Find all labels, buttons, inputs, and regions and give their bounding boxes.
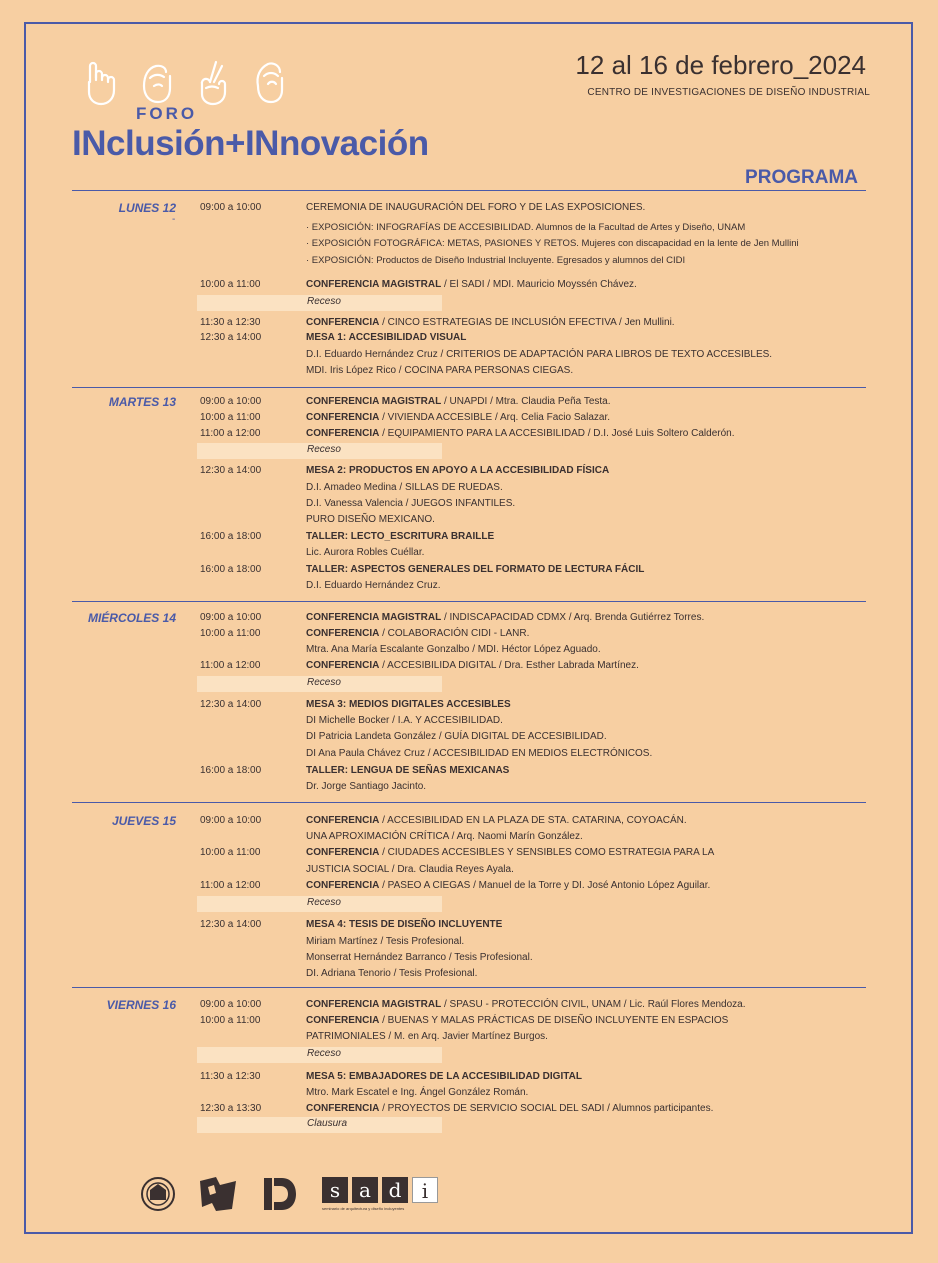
row-text	[306, 364, 573, 378]
forum-label: FORO	[136, 104, 198, 123]
recess-bar	[197, 896, 442, 912]
row-type: TALLER: LENGUA DE SEÑAS MEXICANAS	[306, 765, 510, 776]
row-detail: MDI. Iris López Rico / COCINA PARA PERSONAS CIEGAS.	[306, 365, 574, 376]
hand-sign-icon	[136, 56, 176, 108]
row-time: 10:00 a 11:00	[200, 412, 261, 423]
day-name: LUNES 12	[118, 201, 176, 215]
row-text	[306, 780, 426, 794]
row-text	[306, 278, 637, 292]
recess-bar	[197, 1047, 442, 1063]
row-type: CONFERENCIA	[306, 815, 380, 826]
sadi-letter: i	[412, 1177, 438, 1203]
row-detail: DI. Adriana Tenorio / Tesis Profesional.	[306, 968, 478, 979]
row-detail: / BUENAS Y MALAS PRÁCTICAS DE DISEÑO INCLUYENTE EN ESPACIOS	[379, 1015, 729, 1026]
day-section	[72, 388, 866, 602]
row-text	[306, 411, 610, 425]
hand-sign-icon	[248, 56, 288, 108]
sign-language-hands	[80, 56, 288, 108]
day-section	[72, 190, 866, 388]
row-text	[306, 201, 645, 215]
row-text	[306, 611, 704, 625]
row-text	[306, 918, 502, 932]
row-text	[306, 464, 609, 478]
day-section	[72, 602, 866, 803]
row-time: 10:00 a 11:00	[200, 1015, 261, 1026]
row-time: 12:30 a 14:00	[200, 465, 262, 476]
row-time: 16:00 a 18:00	[200, 564, 262, 575]
row-detail: DI Ana Paula Chávez Cruz / ACCESIBILIDAD EN MEDIOS ELECTRÓNICOS.	[306, 748, 653, 759]
row-detail: · EXPOSICIÓN: Productos de Diseño Industrial Incluyente. Egresados y alumnos del CIDI	[306, 255, 686, 266]
sadi-letter: s	[322, 1177, 348, 1203]
sponsor-logos	[140, 1173, 438, 1215]
row-detail: / VIVIENDA ACCESIBLE / Arq. Celia Facio Salazar.	[379, 412, 610, 423]
row-type: TALLER: LECTO_ESCRITURA BRAILLE	[306, 531, 495, 542]
row-detail: / PASEO A CIEGAS / Manuel de la Torre y DI. José Antonio López Aguilar.	[379, 880, 711, 891]
row-text	[306, 935, 464, 949]
row-type: MESA 5: EMBAJADORES DE LA ACCESIBILIDAD DIGITAL	[306, 1071, 582, 1082]
row-text	[306, 698, 511, 712]
row-time: 09:00 a 10:00	[200, 612, 262, 623]
day-name: MARTES 13	[108, 395, 176, 409]
row-time: 09:00 a 10:00	[200, 815, 262, 826]
row-detail: · EXPOSICIÓN FOTOGRÁFICA: METAS, PASIONES Y RETOS. Mujeres con discapacidad en la lente de Jen Mullini	[306, 238, 799, 249]
row-text	[306, 1070, 582, 1084]
row-text	[306, 530, 494, 544]
row-detail: · EXPOSICIÓN: INFOGRAFÍAS DE ACCESIBILIDAD. Alumnos de la Facultad de Artes y Diseño, UNAM	[306, 222, 746, 233]
programa-heading: PROGRAMA	[745, 167, 858, 188]
row-type: MESA 2: PRODUCTOS EN APOYO A LA ACCESIBILIDAD FÍSICA	[306, 465, 610, 476]
day-name: JUEVES 15	[111, 814, 176, 828]
row-detail: Dr. Jorge Santiago Jacinto.	[306, 781, 427, 792]
row-detail: Lic. Aurora Robles Cuéllar.	[306, 547, 425, 558]
row-detail: / ACCESIBILIDAD EN LA PLAZA DE STA. CATARINA, COYOACÁN.	[379, 815, 687, 826]
row-text	[306, 1102, 713, 1116]
row-text	[306, 348, 772, 362]
row-time: 16:00 a 18:00	[200, 531, 262, 542]
row-detail: / SPASU - PROTECCIÓN CIVIL, UNAM / Lic. Raúl Flores Mendoza.	[441, 999, 746, 1010]
row-type: CONFERENCIA	[306, 880, 380, 891]
row-text	[306, 481, 503, 495]
unam-seal-icon	[140, 1174, 176, 1214]
row-text	[306, 814, 687, 828]
row-time: 10:00 a 11:00	[200, 847, 261, 858]
row-type: CONFERENCIA MAGISTRAL	[306, 612, 442, 623]
recess-label: Receso	[307, 296, 341, 307]
event-dates: 12 al 16 de febrero_2024	[575, 50, 866, 80]
day-dash: -	[172, 214, 176, 225]
recess-bar	[197, 676, 442, 692]
row-text	[306, 951, 533, 965]
day-section	[72, 803, 866, 988]
row-detail: D.I. Amadeo Medina / SILLAS DE RUEDAS.	[306, 482, 503, 493]
page-title: INclusión+INnovación	[72, 124, 429, 163]
row-detail: / UNAPDI / Mtra. Claudia Peña Testa.	[441, 396, 611, 407]
day-name: VIERNES 16	[106, 998, 176, 1012]
row-type: CONFERENCIA	[306, 317, 380, 328]
row-text	[306, 764, 509, 778]
row-detail: / El SADI / MDI. Mauricio Moyssén Chávez.	[441, 279, 637, 290]
row-text	[306, 331, 466, 345]
row-time: 12:30 a 14:00	[200, 919, 262, 930]
row-detail: / ACCESIBILIDA DIGITAL / Dra. Esther Labrada Martínez.	[379, 660, 639, 671]
row-text	[306, 863, 514, 877]
sadi-letter: d	[382, 1177, 408, 1203]
row-text	[306, 395, 611, 409]
row-text	[306, 643, 601, 657]
row-detail: UNA APROXIMACIÓN CRÍTICA / Arq. Naomi Marín González.	[306, 831, 583, 842]
row-type: CONFERENCIA MAGISTRAL	[306, 396, 442, 407]
row-text	[306, 830, 583, 844]
recess-bar	[197, 443, 442, 459]
row-text	[306, 579, 441, 593]
sadi-letter: a	[352, 1177, 378, 1203]
row-text	[306, 1086, 528, 1100]
row-text	[306, 1030, 548, 1044]
recess-label: Receso	[307, 1048, 341, 1059]
row-detail: D.I. Vanessa Valencia / JUEGOS INFANTILES.	[306, 498, 516, 509]
row-text	[306, 497, 515, 511]
row-time: 09:00 a 10:00	[200, 202, 262, 213]
recess-label: Receso	[307, 677, 341, 688]
row-type: MESA 1: ACCESIBILIDAD VISUAL	[306, 332, 467, 343]
sadi-logo	[322, 1177, 438, 1211]
row-detail: / CINCO ESTRATEGIAS DE INCLUSIÓN EFECTIVA / Jen Mullini.	[379, 317, 675, 328]
row-text	[306, 730, 607, 744]
recess-bar	[197, 1117, 442, 1133]
row-time: 09:00 a 10:00	[200, 999, 262, 1010]
row-type: CONFERENCIA	[306, 660, 380, 671]
row-text	[306, 714, 503, 728]
row-text	[306, 237, 799, 251]
row-detail: / COLABORACIÓN CIDI - LANR.	[379, 628, 530, 639]
row-text	[306, 998, 746, 1012]
day-section	[72, 988, 866, 1158]
row-detail: / INDISCAPACIDAD CDMX / Arq. Brenda Gutiérrez Torres.	[441, 612, 705, 623]
row-time: 09:00 a 10:00	[200, 396, 262, 407]
row-time: 11:30 a 12:30	[200, 317, 261, 328]
row-detail: DI Michelle Bocker / I.A. Y ACCESIBILIDAD.	[306, 715, 503, 726]
row-text	[306, 546, 424, 560]
fad-logo-icon	[198, 1175, 238, 1213]
row-time: 16:00 a 18:00	[200, 765, 262, 776]
row-type: CONFERENCIA	[306, 628, 380, 639]
row-time: 11:00 a 12:00	[200, 660, 261, 671]
row-text	[306, 427, 734, 441]
row-type: MESA 3: MEDIOS DIGITALES ACCESIBLES	[306, 699, 511, 710]
row-detail: PURO DISEÑO MEXICANO.	[306, 514, 435, 525]
row-type: CONFERENCIA	[306, 412, 380, 423]
recess-bar	[197, 295, 442, 311]
row-time: 10:00 a 11:00	[200, 279, 261, 290]
row-time: 11:30 a 12:30	[200, 1071, 261, 1082]
row-text	[306, 879, 710, 893]
row-time: 10:00 a 11:00	[200, 628, 261, 639]
row-type: CONFERENCIA MAGISTRAL	[306, 999, 442, 1010]
row-type: CONFERENCIA	[306, 847, 380, 858]
row-type: CONFERENCIA	[306, 1015, 380, 1026]
row-detail: CEREMONIA DE INAUGURACIÓN DEL FORO Y DE LAS EXPOSICIONES.	[306, 202, 646, 213]
row-type: MESA 4: TESIS DE DISEÑO INCLUYENTE	[306, 919, 503, 930]
row-type: TALLER: ASPECTOS GENERALES DEL FORMATO DE LECTURA FÁCIL	[306, 564, 645, 575]
row-text	[306, 563, 644, 577]
row-text	[306, 221, 745, 235]
row-text	[306, 967, 477, 981]
hand-sign-icon	[80, 56, 120, 108]
row-time: 12:30 a 13:30	[200, 1103, 262, 1114]
row-detail: D.I. Eduardo Hernández Cruz / CRITERIOS DE ADAPTACIÓN PARA LIBROS DE TEXTO ACCESIBLES.	[306, 349, 773, 360]
day-name: MIÉRCOLES 14	[87, 611, 176, 625]
hand-sign-icon	[192, 56, 232, 108]
row-text	[306, 747, 652, 761]
row-type: CONFERENCIA	[306, 1103, 380, 1114]
recess-label: Clausura	[307, 1118, 348, 1129]
row-detail: Mtro. Mark Escatel e Ing. Ángel González Román.	[306, 1087, 529, 1098]
row-text	[306, 513, 435, 527]
sadi-tagline: seminario de arquitectura y diseño incluyentes	[322, 1206, 405, 1211]
recess-label: Receso	[307, 897, 341, 908]
row-text	[306, 627, 529, 641]
row-type: CONFERENCIA	[306, 428, 380, 439]
row-time: 11:00 a 12:00	[200, 428, 261, 439]
row-text	[306, 659, 639, 673]
recess-label: Receso	[307, 444, 341, 455]
cidi-logo-icon	[260, 1174, 300, 1214]
row-text	[306, 1014, 728, 1028]
row-detail: DI Patricia Landeta González / GUÍA DIGITAL DE ACCESIBILIDAD.	[306, 731, 607, 742]
row-time: 12:30 a 14:00	[200, 699, 262, 710]
row-time: 12:30 a 14:00	[200, 332, 262, 343]
row-detail: Miriam Martínez / Tesis Profesional.	[306, 936, 465, 947]
row-text	[306, 316, 675, 330]
organizer-name: CENTRO DE INVESTIGACIONES DE DISEÑO INDUSTRIAL	[587, 87, 870, 98]
row-detail: JUSTICIA SOCIAL / Dra. Claudia Reyes Ayala.	[306, 864, 514, 875]
row-detail: / CIUDADES ACCESIBLES Y SENSIBLES COMO ESTRATEGIA PARA LA	[379, 847, 715, 858]
row-time: 11:00 a 12:00	[200, 880, 261, 891]
row-detail: Mtra. Ana María Escalante Gonzalbo / MDI. Héctor López Aguado.	[306, 644, 601, 655]
row-text	[306, 846, 714, 860]
row-detail: D.I. Eduardo Hernández Cruz.	[306, 580, 441, 591]
row-type: CONFERENCIA MAGISTRAL	[306, 279, 442, 290]
row-detail: Monserrat Hernández Barranco / Tesis Profesional.	[306, 952, 533, 963]
row-text	[306, 254, 685, 268]
row-detail: PATRIMONIALES / M. en Arq. Javier Martínez Burgos.	[306, 1031, 548, 1042]
row-detail: / PROYECTOS DE SERVICIO SOCIAL DEL SADI / Alumnos participantes.	[379, 1103, 714, 1114]
row-detail: / EQUIPAMIENTO PARA LA ACCESIBILIDAD / D.I. José Luis Soltero Calderón.	[379, 428, 735, 439]
